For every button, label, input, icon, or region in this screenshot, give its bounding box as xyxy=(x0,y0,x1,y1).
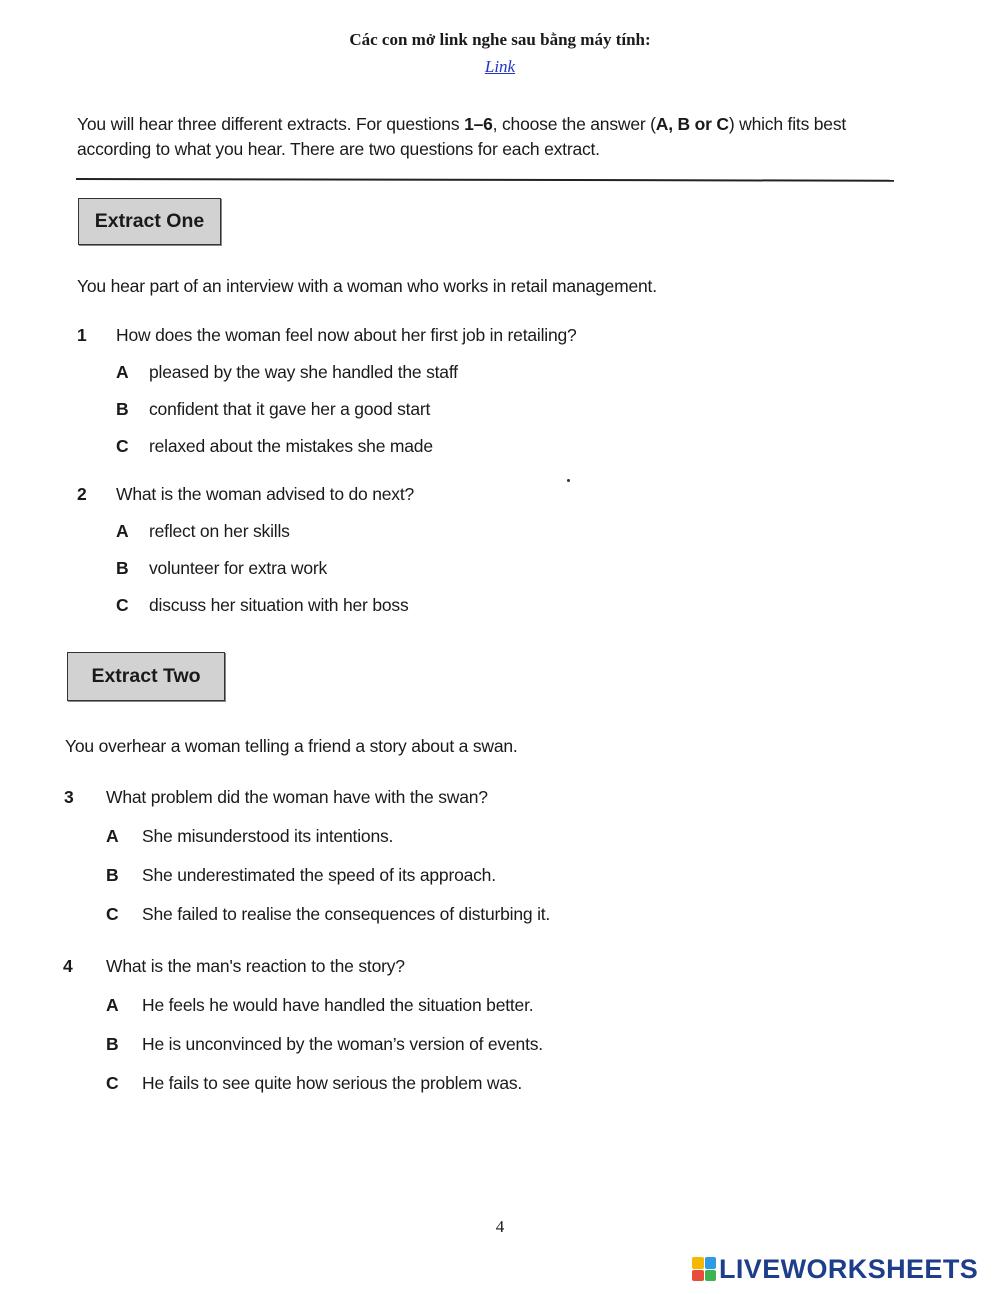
option-text: She misunderstood its intentions. xyxy=(142,826,394,846)
brand-text: LIVEWORKSHEETS xyxy=(719,1253,979,1284)
instructions-part2: , choose the answer ( xyxy=(492,114,656,134)
question-text: What problem did the woman have with the swan? xyxy=(106,787,488,807)
option-text: pleased by the way she handled the staff xyxy=(149,362,458,382)
option-letter: B xyxy=(106,865,119,885)
option-letter: C xyxy=(106,1073,119,1093)
option-text: She failed to realise the consequences of disturbing it. xyxy=(142,904,551,924)
option-letter: C xyxy=(116,595,129,615)
extract-two-heading: Extract Two xyxy=(67,652,225,701)
logo-square-yellow xyxy=(692,1257,704,1269)
question-number: 2 xyxy=(77,484,87,504)
option-letter: C xyxy=(116,436,129,456)
logo-square-red xyxy=(692,1270,704,1282)
logo-square-green xyxy=(705,1270,717,1282)
instructions xyxy=(77,112,897,162)
extract-one-heading: Extract One xyxy=(78,198,221,245)
extract-two-context: You overhear a woman telling a friend a story about a swan. xyxy=(65,736,518,756)
option-text: discuss her situation with her boss xyxy=(149,595,409,615)
option-text: relaxed about the mistakes she made xyxy=(149,436,433,456)
question-number: 3 xyxy=(64,787,74,807)
instructions-part1: You will hear three different extracts. For questions xyxy=(77,114,465,134)
header-link-container xyxy=(0,57,1000,77)
option-letter: B xyxy=(116,558,129,578)
option-letter: A xyxy=(106,995,119,1015)
option-letter: A xyxy=(106,826,119,846)
option-text: He fails to see quite how serious the problem was. xyxy=(142,1073,523,1093)
option-letter: A xyxy=(116,362,129,382)
question-text: How does the woman feel now about her first job in retailing? xyxy=(116,325,577,345)
extract-one-context: You hear part of an interview with a woman who works in retail management. xyxy=(77,276,657,296)
logo-square-blue xyxy=(705,1257,717,1269)
option-letter: B xyxy=(106,1034,119,1054)
option-letter: C xyxy=(106,904,119,924)
divider-line xyxy=(76,178,894,182)
question-number: 1 xyxy=(77,325,87,345)
option-text: He feels he would have handled the situation better. xyxy=(142,995,534,1015)
option-letter: A xyxy=(116,521,129,541)
option-text: reflect on her skills xyxy=(149,521,290,541)
option-text: He is unconvinced by the woman’s version of events. xyxy=(142,1034,543,1054)
liveworksheets-brand[interactable] xyxy=(692,1254,978,1284)
header-title: Các con mở link nghe sau bằng máy tính: xyxy=(349,30,651,49)
audio-link[interactable]: Link xyxy=(484,57,516,76)
instructions-letters: A, B or C xyxy=(655,114,729,134)
stray-dot xyxy=(567,479,570,482)
option-text: She underestimated the speed of its approach. xyxy=(142,865,496,885)
question-text: What is the man's reaction to the story? xyxy=(106,956,405,976)
liveworksheets-logo-icon xyxy=(692,1257,716,1281)
page-number: 4 xyxy=(495,1217,505,1236)
question-number: 4 xyxy=(63,956,73,976)
option-letter: B xyxy=(116,399,129,419)
question-text: What is the woman advised to do next? xyxy=(116,484,415,504)
option-text: volunteer for extra work xyxy=(149,558,328,578)
instructions-range: 1–6 xyxy=(464,114,493,134)
option-text: confident that it gave her a good start xyxy=(149,399,431,419)
instructions-part3: ) which fits best according to what you hear. There are two questions for each extract. xyxy=(77,114,847,159)
